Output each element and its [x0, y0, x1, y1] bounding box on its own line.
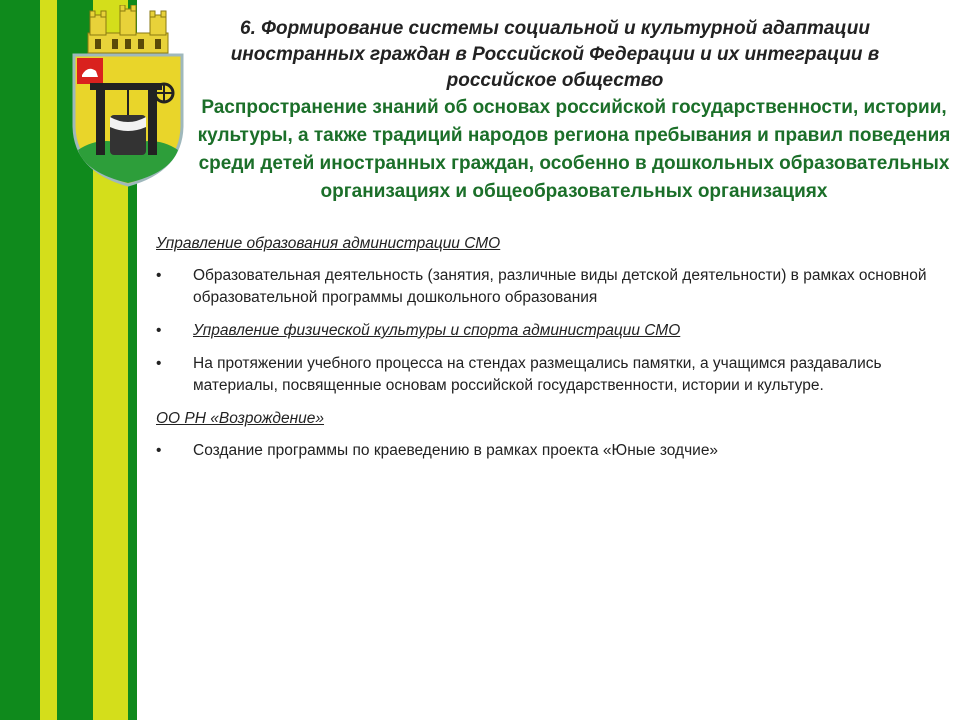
- org-heading-vozrozhdenie: ОО РН «Возрождение»: [156, 410, 325, 427]
- bullet-icon: •: [156, 442, 162, 459]
- slide-subtitle: Распространение знаний об основах российской государственности, истории, культуры, а также традиций народов региона пребывания и правил поведения среди детей иностранных граждан, особенно в дошкольных образовательных организациях и общеобразовательных организациях: [197, 97, 951, 202]
- list-item: [156, 440, 946, 462]
- list-item-text: На протяжении учебного процесса на стендах размещались памятки, а учащимся раздавались материалы, посвященные основам российской государственности, истории и культуре.: [193, 355, 882, 394]
- list-item: [156, 353, 946, 397]
- list-item-text: Образовательная деятельность (занятия, различные виды детской деятельности) в рамках основной образовательной программы дошкольного образования: [193, 267, 927, 306]
- list-item: [156, 265, 946, 309]
- org-heading-education: Управление образования администрации СМО: [156, 235, 501, 252]
- bullet-icon: •: [156, 267, 162, 284]
- list-item-text: Создание программы по краеведению в рамках проекта «Юные зодчие»: [193, 442, 719, 459]
- list-item: [156, 320, 946, 342]
- org-heading-sport: Управление физической культуры и спорта администрации СМО: [193, 322, 681, 339]
- decor-stripe-yellow-1: [40, 0, 57, 720]
- bullet-icon: •: [156, 322, 162, 339]
- decor-stripe-green-1: [0, 0, 40, 720]
- coat-of-arms-icon: [60, 5, 196, 190]
- slide-title: 6. Формирование системы социальной и культурной адаптации иностранных граждан в Российской Федерации и их интеграции в российское общество: [230, 18, 880, 91]
- bullet-icon: •: [156, 355, 162, 372]
- content-block: [156, 233, 946, 473]
